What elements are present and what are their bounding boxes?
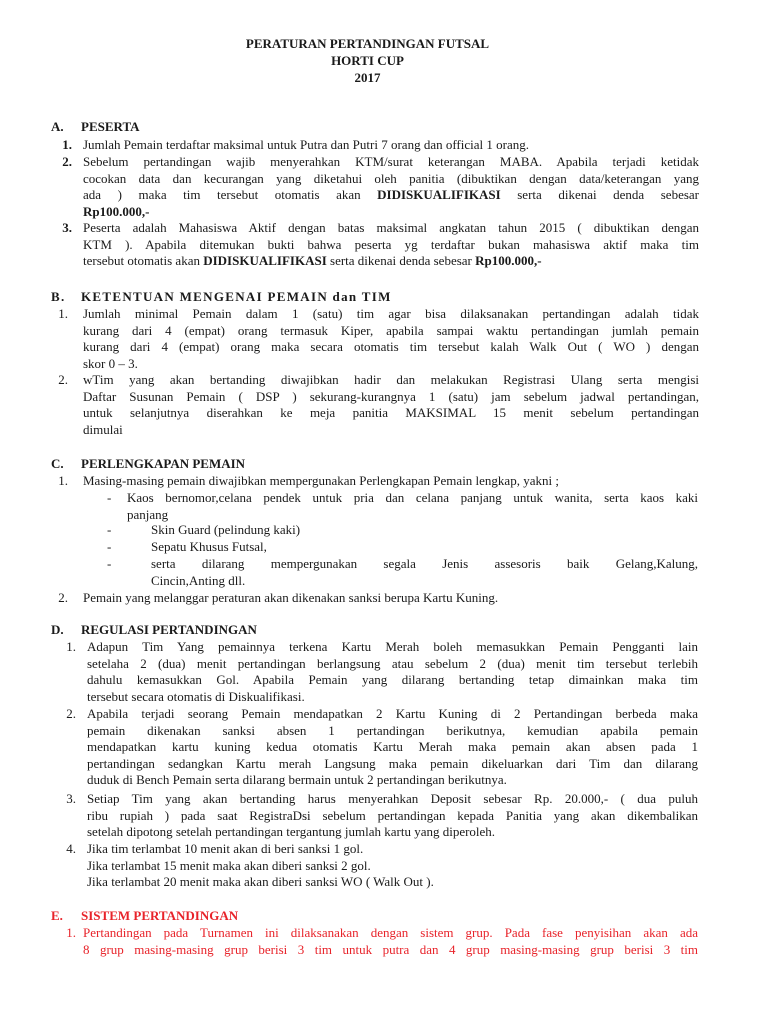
section-b-heading: B. KETENTUAN MENGENAI PEMAIN dan TIM <box>51 289 392 304</box>
section-c-item-1: Masing-masing pemain diwajibkan mempergunakan Perlengkapan Pemain lengkap, yakni ; <box>83 473 559 488</box>
section-c-subitem-4-dash: - <box>107 556 112 571</box>
section-b-item-1-number: 1. <box>58 306 68 321</box>
section-c-subitem-3: Sepatu Khusus Futsal, <box>151 539 267 554</box>
section-d-item-3-number: 3. <box>66 791 76 806</box>
doc-title-line-3: 2017 <box>354 70 381 85</box>
section-a-item-3-number: 3. <box>62 220 72 235</box>
section-c-heading: C. PERLENGKAPAN PEMAIN <box>51 456 246 471</box>
section-d-item-4: Jika tim terlambat 10 menit akan di beri sanksi 1 gol. Jika terlambat 15 menit maka akan diberi sanksi 2 gol. Jika terlambat 20 menit maka akan diberi sanksi WO ( Walk Out ). <box>87 841 434 890</box>
section-c-item-2: Pemain yang melanggar peraturan akan dikenakan sanksi berupa Kartu Kuning. <box>83 590 499 605</box>
section-d-item-2: Apabila terjadi seorang Pemain mendapatkan 2 Kartu Kuning di 2 Pertandingan berbeda maka pemain dikenakan sanksi absen 1 pertandingan berikutnya, kemudian apabila pemain mendapatkan kartu kuning kedua otomatis Kartu Merah maka pemain akan absen pada 1 pertandingan sedangkan Kartu merah Langsung maka pemain dikeluarkan dari Tim dan dilarang duduk di Bench Pemain serta dilarang bermain untuk 2 pertandingan berikutnya. <box>87 706 698 788</box>
section-b-item-2: wTim yang akan bertanding diwajibkan hadir dan melakukan Registrasi Ulang serta mengisi Daftar Susunan Pemain ( DSP ) sekurang-kurangnya 1 (satu) jam sebelum jadwal pertandingan, untuk selanjutnya diserahkan ke meja panitia MAKSIMAL 15 menit sebelum pertandingan dimulai <box>83 372 699 437</box>
section-d-heading: D. REGULASI PERTANDINGAN <box>51 622 257 637</box>
section-a-heading: A. PESERTA <box>51 119 140 134</box>
section-c-subitem-1-dash: - <box>107 490 112 505</box>
section-d-item-1: Adapun Tim Yang pemainnya terkena Kartu Merah boleh memasukkan Pemain Pengganti lain setelaha 2 (dua) menit pertandingan berlangsung atau sebelum 2 (dua) menit tim tersebut terlebih dahulu kemasukkan Gol. Apabila Pemain yang dilarang bertanding tetap dimainkan maka tim tersebut secara otomatis di Diskualifikasi. <box>87 639 698 704</box>
section-c-subitem-4: serta dilarang mempergunakan segala Jenis assesoris baik Gelang,Kalung, Cincin,Anting dll. <box>151 556 698 588</box>
section-c-subitem-1: Kaos bernomor,celana pendek untuk pria dan celana panjang untuk wanita, serta kaos kaki panjang <box>127 490 698 522</box>
doc-title-line-1: PERATURAN PERTANDINGAN FUTSAL <box>245 36 490 51</box>
doc-title-line-2: HORTI CUP <box>331 53 404 68</box>
section-c-subitem-2-dash: - <box>107 522 112 537</box>
section-b-item-2-number: 2. <box>58 372 68 387</box>
section-b-item-1: Jumlah minimal Pemain dalam 1 (satu) tim agar bisa dilaksanakan pertandingan adalah tidak kurang dari 4 (empat) orang termasuk Kiper, apabila sampai waktu pertandingan jumlah pemain kurang dari 4 (empat) orang maka secara otomatis tim tersebut kalah Walk Out ( WO ) dengan skor 0 – 3. <box>83 306 699 371</box>
section-a-item-2-number: 2. <box>62 154 72 169</box>
section-a-item-1: Jumlah Pemain terdaftar maksimal untuk Putra dan Putri 7 orang dan official 1 orang. <box>83 137 529 152</box>
section-e-item-1-number: 1. <box>66 925 76 940</box>
section-c-subitem-2: Skin Guard (pelindung kaki) <box>151 522 301 537</box>
section-c-item-1-number: 1. <box>58 473 68 488</box>
section-a-item-3: Peserta adalah Mahasiswa Aktif dengan batas maksimal angkatan tahun 2015 ( dibuktikan dengan KTM ). Apabila ditemukan bukti bahwa peserta yg terdaftar bukan mahasiswa aktif maka tim tersebut otomatis akan DIDISKUALIFIKASI serta dikenai denda sebesar Rp100.000,- <box>83 220 699 269</box>
section-d-item-2-number: 2. <box>66 706 76 721</box>
section-d-item-4-number: 4. <box>66 841 76 856</box>
section-e-heading: E. SISTEM PERTANDINGAN <box>51 908 239 923</box>
section-d-item-3: Setiap Tim yang akan bertanding harus menyerahkan Deposit sebesar Rp. 20.000,- ( dua puluh ribu rupiah ) pada saat RegistraDsi sebelum pertandingan kepada Panitia yang akan dikembalikan setelah dipotong setelah pertandingan tergantung jumlah kartu yang diperoleh. <box>87 791 698 840</box>
section-e-item-1: Pertandingan pada Turnamen ini dilaksanakan dengan sistem grup. Pada fase penyisihan akan ada 8 grup masing-masing grup berisi 3 tim untuk putra dan 4 grup masing-masing grup berisi 3 tim <box>83 925 698 957</box>
section-a-item-2: Sebelum pertandingan wajib menyerahkan KTM/surat keterangan MABA. Apabila terjadi ketidak cocokan data dan kecurangan yang diketahui oleh panitia (dibuktikan dengan data/keterangan yang ada ) maka tim tersebut otomatis akan DIDISKUALIFIKASI serta dikenai denda sebesar Rp100.000,- <box>83 154 699 219</box>
section-a-item-1-number: 1. <box>62 137 72 152</box>
section-c-item-2-number: 2. <box>58 590 68 605</box>
section-c-subitem-3-dash: - <box>107 539 112 554</box>
section-d-item-1-number: 1. <box>66 639 76 654</box>
